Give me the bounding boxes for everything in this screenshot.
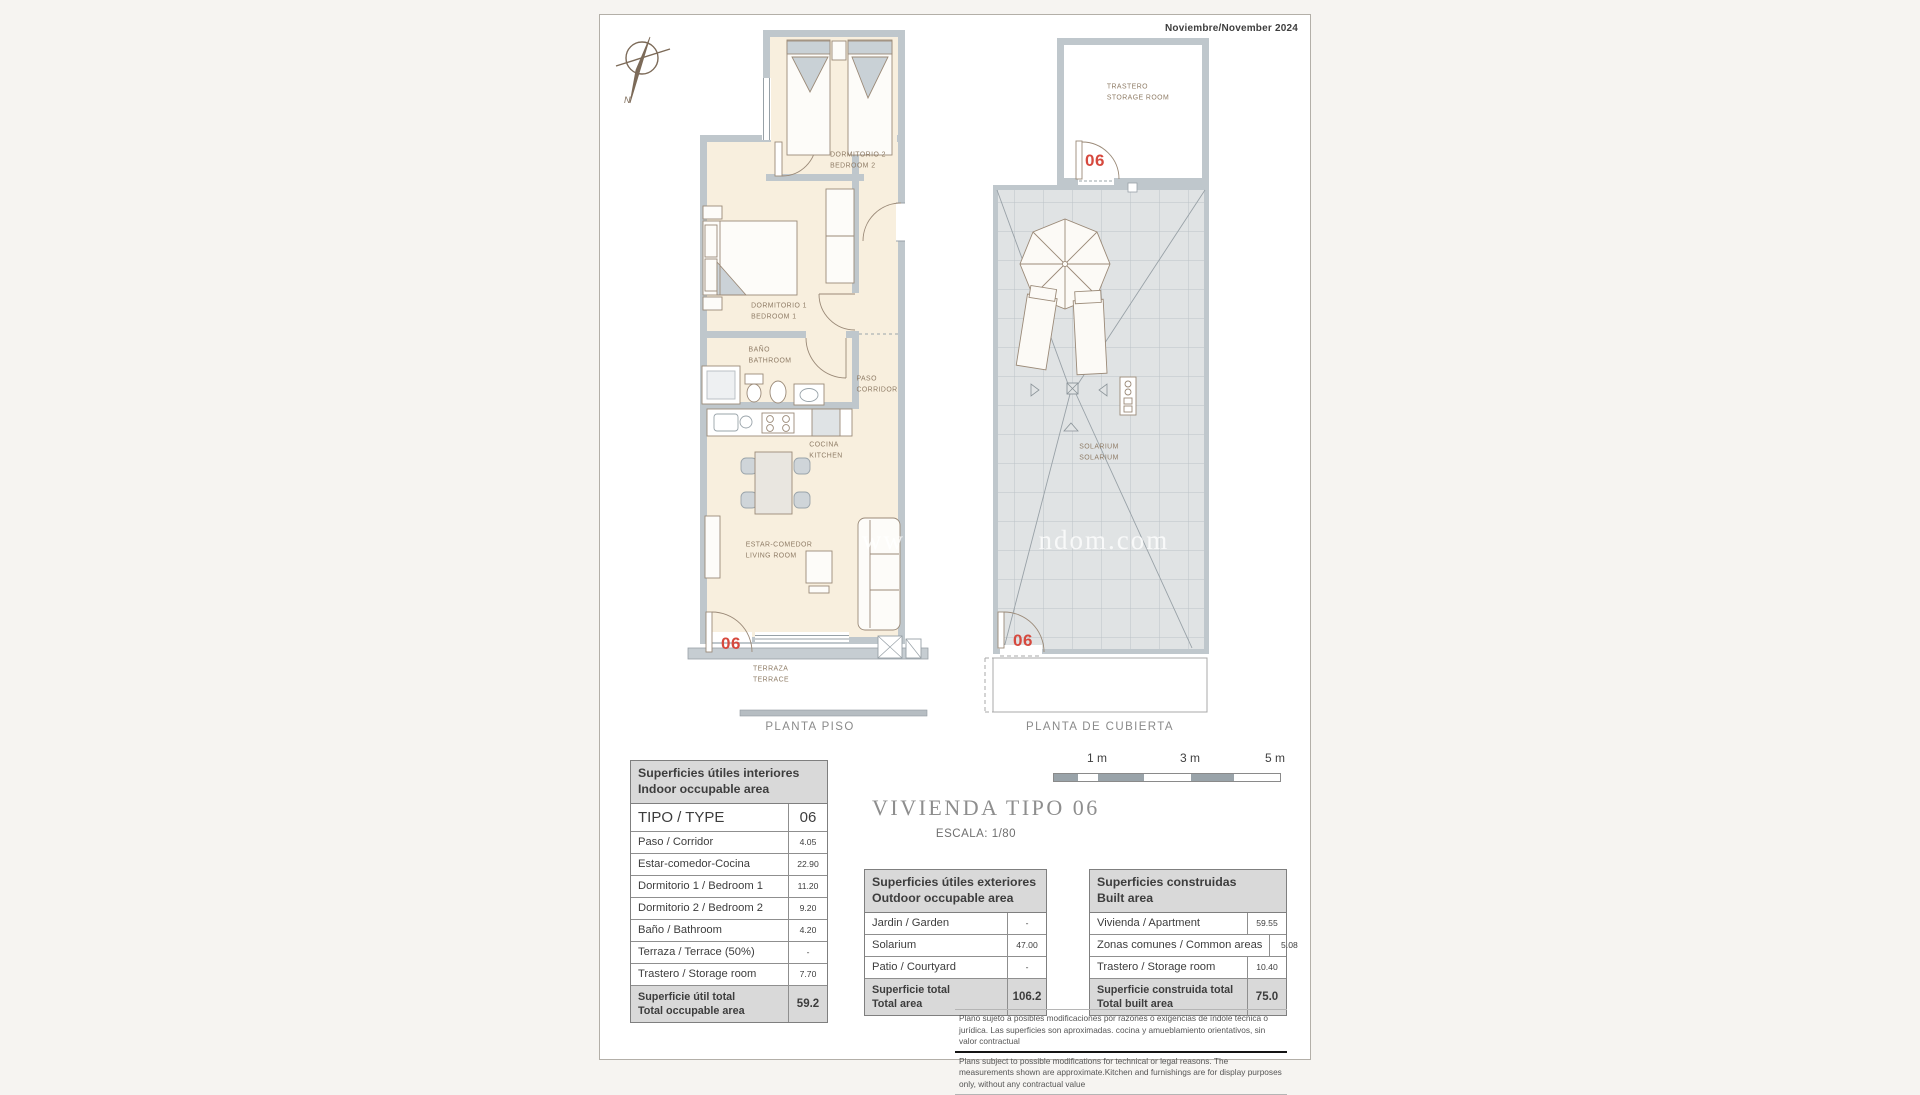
row-label: Vivienda / Apartment — [1097, 917, 1201, 930]
scale-label-5m: 5 m — [1264, 751, 1286, 765]
floor-plan-base-bar — [740, 710, 927, 716]
room-label-terrace — [753, 664, 789, 685]
scale-segment — [1098, 774, 1144, 781]
total-label-line1: Superficie construida total — [1097, 983, 1234, 996]
table-total-row — [631, 986, 827, 1022]
floor-plan-caption: PLANTA PISO — [765, 721, 855, 733]
row-value: 5.08 — [1269, 935, 1308, 956]
row-label: Trastero / Storage room — [638, 968, 757, 981]
scale-segment — [1191, 774, 1234, 781]
solarium — [996, 183, 1207, 654]
room-label-line2: CORRIDOR — [856, 386, 898, 393]
total-label-line1: Superficie útil total — [638, 990, 736, 1003]
room-label-bedroom2 — [830, 150, 886, 171]
row-label: Dormitorio 2 / Bedroom 2 — [638, 902, 763, 915]
row-label: Baño / Bathroom — [638, 924, 722, 937]
total-label-line2: Total area — [872, 998, 923, 1010]
table-header-line1: Superficies construidas — [1097, 875, 1237, 889]
row-label: Paso / Corridor — [638, 836, 714, 849]
table-row — [865, 957, 1046, 979]
scale-label-1m: 1 m — [1086, 751, 1108, 765]
table-row — [631, 876, 827, 898]
watermark-text: www.med ndom.com — [862, 525, 1170, 555]
table-row — [1090, 957, 1286, 979]
room-label-line1: COCINA — [809, 441, 839, 449]
scale-segment — [1144, 774, 1191, 781]
compass-north-label: N — [624, 95, 631, 105]
room-label-living — [746, 540, 813, 561]
table-row-type — [631, 804, 827, 832]
total-label-line1: Superficie total — [872, 983, 950, 996]
kitchen-fixtures — [707, 409, 852, 436]
storage-unit-number: 06 — [1085, 151, 1105, 170]
disclaimer-block — [955, 1009, 1287, 1095]
room-label-line1: BAÑO — [748, 346, 770, 354]
scale-segment — [1054, 774, 1078, 781]
roof-plan-caption: PLANTA DE CUBIERTA — [1026, 721, 1174, 733]
row-value: 7.70 — [788, 964, 827, 985]
table-row — [631, 942, 827, 964]
table-header — [1090, 870, 1286, 913]
table-row — [631, 964, 827, 986]
room-label-line1: SOLARIUM — [1079, 443, 1119, 451]
table-header — [865, 870, 1046, 913]
sheet-date: Noviembre/November 2024 — [1165, 23, 1298, 34]
solar-panel-unit — [1120, 377, 1136, 415]
row-value: 47.00 — [1007, 935, 1046, 956]
room-label-line2: BATHROOM — [748, 357, 792, 364]
row-value: 11.20 — [788, 876, 827, 897]
row-value: 4.05 — [788, 832, 827, 853]
table-header-line1: Superficies útiles interiores — [638, 766, 800, 780]
row-value: 10.40 — [1247, 957, 1286, 978]
table-header-line2: Built area — [1097, 890, 1154, 905]
room-label-line2: TERRACE — [752, 676, 790, 683]
row-label: Patio / Courtyard — [872, 961, 956, 974]
row-label: Terraza / Terrace (50%) — [638, 946, 755, 959]
scale-bar — [1053, 751, 1286, 791]
table-header — [631, 761, 827, 804]
room-label-kitchen — [809, 440, 842, 461]
table-row — [631, 898, 827, 920]
row-label: Solarium — [872, 939, 917, 952]
room-label-line1: PASO — [856, 375, 877, 383]
room-label-line2: LIVING ROOM — [745, 552, 797, 559]
type-value: 06 — [788, 804, 827, 831]
room-label-line2: BEDROOM 2 — [830, 162, 876, 169]
table-row — [865, 913, 1046, 935]
total-value: 59.2 — [788, 986, 827, 1022]
row-label: Estar-comedor-Cocina — [638, 858, 750, 871]
interior-areas-table — [630, 760, 828, 1023]
room-label-line2: STORAGE ROOM — [1106, 94, 1170, 101]
table-row — [631, 920, 827, 942]
row-value: 22.90 — [788, 854, 827, 875]
row-label: Dormitorio 1 / Bedroom 1 — [638, 880, 763, 893]
type-label: TIPO / TYPE — [638, 808, 725, 826]
total-label-line2: Total built area — [1097, 998, 1173, 1010]
exterior-areas-table — [864, 869, 1047, 1016]
row-value: 59.55 — [1247, 913, 1286, 934]
sheet-title: VIVIENDA TIPO 06 — [872, 795, 1100, 820]
floor-unit-number: 06 — [721, 634, 741, 653]
scale-segment — [1078, 774, 1098, 781]
row-value: - — [1007, 913, 1046, 934]
row-label: Trastero / Storage room — [1097, 961, 1216, 974]
row-label: Zonas comunes / Common areas — [1097, 939, 1263, 952]
table-header-line1: Superficies útiles exteriores — [872, 875, 1037, 889]
plan-sheet-page — [599, 14, 1311, 1090]
table-row — [631, 832, 827, 854]
row-value: 9.20 — [788, 898, 827, 919]
built-areas-table — [1089, 869, 1298, 1016]
scale-segment — [1234, 774, 1280, 781]
floor-plan-drawing — [685, 15, 940, 740]
table-row — [1090, 935, 1298, 957]
room-label-storage — [1107, 82, 1169, 103]
total-label — [631, 986, 788, 1022]
table-row — [865, 935, 1046, 957]
room-label-line1: DORMITORIO 1 — [751, 302, 807, 310]
room-label-line1: TRASTERO — [1106, 83, 1148, 91]
table-header-line2: Outdoor occupable area — [872, 890, 1014, 905]
scale-label-3m: 3 m — [1179, 751, 1201, 765]
room-label-corridor — [856, 374, 897, 395]
room-label-line2: KITCHEN — [809, 452, 843, 459]
row-value: - — [788, 942, 827, 963]
total-value: 75.0 — [1247, 979, 1286, 1015]
total-label-line2: Total occupable area — [638, 1005, 745, 1017]
total-value: 106.2 — [1007, 979, 1046, 1015]
room-label-line2: SOLARIUM — [1079, 454, 1119, 461]
room-label-line1: TERRAZA — [752, 665, 789, 673]
storage-room — [1061, 42, 1206, 187]
table-row — [631, 854, 827, 876]
row-label: Jardin / Garden — [872, 917, 950, 930]
table-row — [1090, 913, 1286, 935]
room-label-line1: DORMITORIO 2 — [830, 151, 886, 159]
title-block — [872, 795, 1100, 840]
disclaimer-spanish: Plano sujeto a posibles modificaciones por razones o exigencias de índole técnica o jurídica. Las superficies son aproximadas. cocina y amueblamiento orientativos, sin valor contractual — [959, 1013, 1269, 1047]
sheet-scale: ESCALA: 1/80 — [935, 828, 1017, 840]
room-label-solarium — [1079, 442, 1119, 463]
scale-bar-segments — [1053, 773, 1281, 782]
lower-level-projection — [985, 656, 1207, 712]
disclaimer-english: Plans subject to possible modifications for technical or legal reasons. The measurements shown are approximate.Kitchen and furnishings are for display purposes only, without any contractual value — [959, 1055, 1282, 1090]
room-label-line2: BEDROOM 1 — [751, 313, 797, 320]
row-value: - — [1007, 957, 1046, 978]
room-label-line1: ESTAR-COMEDOR — [745, 541, 813, 549]
table-header-line2: Indoor occupable area — [638, 781, 770, 796]
room-label-bathroom — [749, 345, 792, 366]
compass-icon — [610, 30, 690, 120]
room-label-bedroom1 — [751, 301, 807, 322]
solarium-unit-number: 06 — [1013, 631, 1033, 650]
row-value: 4.20 — [788, 920, 827, 941]
